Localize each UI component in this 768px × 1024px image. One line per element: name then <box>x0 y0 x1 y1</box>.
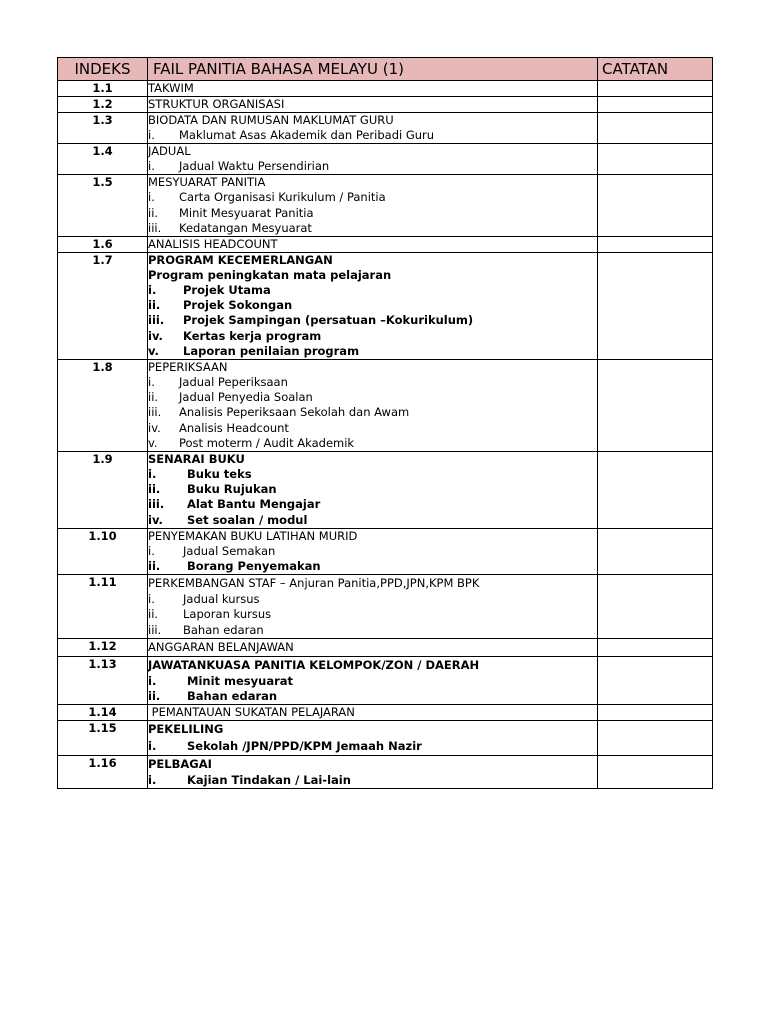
item-number: iii. <box>148 313 165 328</box>
list-item <box>148 190 597 205</box>
row-index: 1.8 <box>58 360 148 452</box>
row-title: TAKWIM <box>148 81 194 95</box>
list-item <box>148 559 597 574</box>
row-index: 1.15 <box>58 721 148 756</box>
item-text: Jadual kursus <box>183 592 260 607</box>
row-index: 1.10 <box>58 528 148 574</box>
item-number: i. <box>148 592 155 607</box>
row-index: 1.11 <box>58 575 148 639</box>
item-number: iv. <box>148 420 161 435</box>
list-item <box>148 623 597 638</box>
list-item <box>148 298 597 313</box>
row-title: PEPERIKSAAN <box>148 360 228 375</box>
item-text: Minit Mesyuarat Panitia <box>179 205 314 220</box>
notes-cell <box>598 360 713 452</box>
table-row <box>58 528 713 574</box>
table-row <box>58 253 713 360</box>
item-text: Analisis Headcount <box>179 420 289 435</box>
table-row <box>58 452 713 529</box>
table-row <box>58 756 713 789</box>
list-item <box>148 592 597 607</box>
item-number: v. <box>148 343 159 358</box>
list-item <box>148 513 597 528</box>
table-row <box>58 721 713 756</box>
item-text: Sekolah /JPN/PPD/KPM Jemaah Nazir <box>187 739 422 754</box>
list-item <box>148 482 597 497</box>
item-text: Maklumat Asas Akademik dan Peribadi Guru <box>179 128 435 142</box>
item-number: v. <box>148 435 158 450</box>
notes-cell <box>598 113 713 144</box>
item-text: Borang Penyemakan <box>187 559 321 574</box>
row-title: PEKELILING <box>148 722 224 737</box>
notes-cell <box>598 721 713 756</box>
item-number: i. <box>148 673 157 688</box>
row-title: ANGGARAN BELANJAWAN <box>148 639 294 654</box>
list-item <box>148 283 597 298</box>
item-number: ii. <box>148 298 161 313</box>
notes-cell <box>598 81 713 97</box>
item-text: Minit mesyuarat <box>187 673 294 688</box>
item-text: Laporan penilaian program <box>183 343 360 358</box>
item-number: i. <box>148 543 155 558</box>
item-number: i. <box>148 375 155 390</box>
row-title: JADUAL <box>148 144 191 159</box>
list-item <box>148 313 597 328</box>
notes-cell <box>598 575 713 639</box>
item-number: ii. <box>148 559 161 574</box>
list-item <box>148 497 597 512</box>
row-title: BIODATA DAN RUMUSAN MAKLUMAT GURU <box>148 113 394 127</box>
item-number: ii. <box>148 390 159 405</box>
item-text: Analisis Peperiksaan Sekolah dan Awam <box>179 405 410 420</box>
notes-cell <box>598 237 713 253</box>
item-text: Jadual Waktu Persendirian <box>179 159 330 174</box>
row-title: SENARAI BUKU <box>148 452 245 467</box>
list-item <box>148 421 597 436</box>
row-index: 1.14 <box>58 705 148 721</box>
table-row <box>58 144 713 175</box>
file-index-table <box>57 57 713 789</box>
item-number: i. <box>148 190 155 205</box>
item-number: i. <box>148 467 157 482</box>
row-index: 1.3 <box>58 113 148 144</box>
notes-cell <box>598 452 713 529</box>
row-title: PERKEMBANGAN STAF – Anjuran Panitia,PPD,JPN,KPM BPK <box>148 576 480 591</box>
row-index: 1.7 <box>58 253 148 360</box>
notes-cell <box>598 705 713 721</box>
item-text: Buku teks <box>187 467 252 482</box>
notes-cell <box>598 528 713 574</box>
list-item <box>148 329 597 344</box>
item-number: i. <box>148 739 157 754</box>
list-item <box>148 772 597 788</box>
table-row <box>58 638 713 656</box>
item-text: Kajian Tindakan / Lai-lain <box>187 773 351 788</box>
item-number: i. <box>148 128 155 142</box>
table-row <box>58 360 713 452</box>
item-number: i. <box>148 773 157 788</box>
item-number: ii. <box>148 607 159 622</box>
table-row <box>58 237 713 253</box>
item-text: Jadual Penyedia Soalan <box>179 390 313 405</box>
item-number: iii. <box>148 497 165 512</box>
list-item <box>148 544 597 559</box>
item-text: Projek Sampingan (persatuan –Kokurikulum) <box>183 313 474 328</box>
row-index: 1.4 <box>58 144 148 175</box>
item-number: i. <box>148 283 157 298</box>
table-row <box>58 113 713 144</box>
item-text: Bahan edaran <box>187 689 278 704</box>
list-item <box>148 467 597 482</box>
notes-cell <box>598 144 713 175</box>
item-number: iii. <box>148 220 162 235</box>
item-text: Projek Sokongan <box>183 298 293 313</box>
list-item <box>148 159 597 174</box>
row-index: 1.1 <box>58 81 148 97</box>
list-item <box>148 390 597 405</box>
item-text: Set soalan / modul <box>187 512 308 527</box>
item-text: Buku Rujukan <box>187 482 277 497</box>
row-index: 1.13 <box>58 656 148 704</box>
item-text: Alat Bantu Mengajar <box>187 497 321 512</box>
list-item <box>148 405 597 420</box>
item-text: Jadual Semakan <box>183 543 276 558</box>
item-number: ii. <box>148 689 161 704</box>
item-text: Carta Organisasi Kurikulum / Panitia <box>179 190 386 205</box>
list-item <box>148 738 597 755</box>
row-title: STRUKTUR ORGANISASI <box>148 97 285 111</box>
item-text: Kertas kerja program <box>183 328 322 343</box>
list-item <box>148 206 597 221</box>
item-number: i. <box>148 159 155 174</box>
list-item <box>148 128 597 143</box>
row-subtitle: Program peningkatan mata pelajaran <box>148 268 392 283</box>
table-header-row <box>58 58 713 81</box>
row-title: PELBAGAI <box>148 757 212 772</box>
item-text: Post moterm / Audit Akademik <box>179 435 355 450</box>
item-number: ii. <box>148 205 159 220</box>
item-text: Jadual Peperiksaan <box>179 375 288 390</box>
list-item <box>148 375 597 390</box>
table-row <box>58 705 713 721</box>
list-item <box>148 607 597 622</box>
list-item <box>148 436 597 451</box>
item-text: Laporan kursus <box>183 607 272 622</box>
item-number: iii. <box>148 405 162 420</box>
table-row <box>58 575 713 639</box>
index-column-header: INDEKS <box>58 58 148 81</box>
table-row <box>58 81 713 97</box>
row-index: 1.6 <box>58 237 148 253</box>
list-item <box>148 674 597 689</box>
notes-column-header: CATATAN <box>598 58 713 81</box>
notes-cell <box>598 253 713 360</box>
item-number: iv. <box>148 512 163 527</box>
item-number: iii. <box>148 622 162 637</box>
table-row <box>58 656 713 704</box>
list-item <box>148 689 597 704</box>
item-text: Bahan edaran <box>183 622 264 637</box>
item-text: Kedatangan Mesyuarat <box>179 220 312 235</box>
row-index: 1.16 <box>58 756 148 789</box>
notes-cell <box>598 756 713 789</box>
row-index: 1.9 <box>58 452 148 529</box>
notes-cell <box>598 656 713 704</box>
row-index: 1.5 <box>58 175 148 237</box>
notes-cell <box>598 175 713 237</box>
row-title: PEMANTAUAN SUKATAN PELAJARAN <box>148 705 355 720</box>
title-column-header: FAIL PANITIA BAHASA MELAYU (1) <box>148 58 598 81</box>
list-item <box>148 344 597 359</box>
item-text: Projek Utama <box>183 283 271 298</box>
row-index: 1.12 <box>58 638 148 656</box>
notes-cell <box>598 638 713 656</box>
row-title: PROGRAM KECEMERLANGAN <box>148 253 333 268</box>
item-number: ii. <box>148 482 161 497</box>
row-title: MESYUARAT PANITIA <box>148 175 266 190</box>
list-item <box>148 221 597 236</box>
table-row <box>58 97 713 113</box>
notes-cell <box>598 97 713 113</box>
item-number: iv. <box>148 328 163 343</box>
row-title: ANALISIS HEADCOUNT <box>148 237 278 252</box>
row-title: PENYEMAKAN BUKU LATIHAN MURID <box>148 528 358 543</box>
table-row <box>58 175 713 237</box>
row-title: JAWATANKUASA PANITIA KELOMPOK/ZON / DAERAH <box>148 657 480 672</box>
row-index: 1.2 <box>58 97 148 113</box>
